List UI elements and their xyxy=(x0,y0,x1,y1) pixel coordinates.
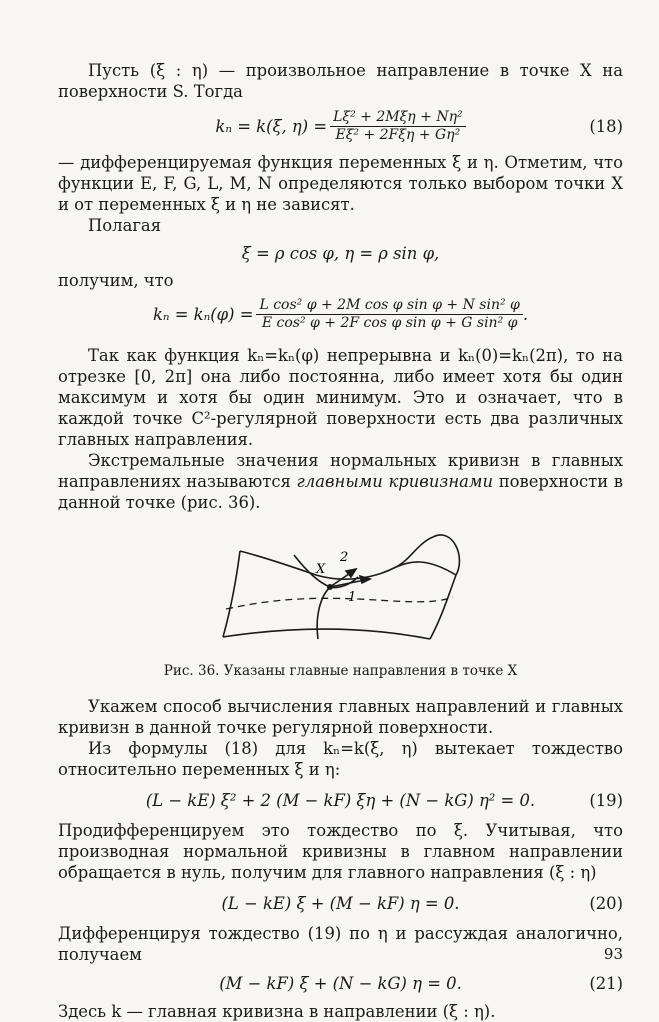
label-direction-2: 2 xyxy=(340,550,349,565)
equation-kn-phi-period: . xyxy=(522,304,529,324)
equation-kn-phi xyxy=(58,291,623,337)
equation-20-body: (L − kE) ξ + (M − kF) η = 0. xyxy=(221,893,460,913)
surface-diagram xyxy=(58,527,623,657)
label-direction-1: 1 xyxy=(348,590,357,605)
surface-right-fold xyxy=(396,562,456,575)
surface-top-edge xyxy=(240,537,433,579)
paragraph-differentiable: — дифференцируемая функция переменных ξ и η. Отметим, что функции E, F, G, L, M, N определяются только выбором точки X и от переменных ξ и η не зависят. xyxy=(58,153,623,214)
paragraph-method: Укажем способ вычисления главных направлений и главных кривизн в данной точке регулярной поверхности. xyxy=(58,697,623,737)
principal-curvatures-text-b: поверхности в данной точке (рис. 36). xyxy=(58,472,623,512)
equation-kn-phi-fraction xyxy=(256,297,522,332)
equation-21-body: (M − kF) ξ + (N − kG) η = 0. xyxy=(219,973,462,993)
paragraph-principal-curvatures xyxy=(58,450,623,513)
principal-curvatures-term: главными кривизнами xyxy=(296,472,494,491)
label-x: X xyxy=(316,562,326,577)
equation-18-numerator: Lξ² + 2Mξη + Nη² xyxy=(330,109,465,127)
equation-18 xyxy=(58,104,623,148)
equation-18-fraction xyxy=(330,109,465,144)
equation-kn-phi-denominator: E cos² φ + 2F cos φ sin φ + G sin² φ xyxy=(261,314,518,331)
equation-18-number: (18) xyxy=(589,116,623,136)
figure-36 xyxy=(58,527,623,657)
equation-substitution: ξ = ρ cos φ, η = ρ sin φ, xyxy=(241,243,440,263)
surface-right-edge xyxy=(430,535,459,639)
curve-lower-through-x xyxy=(317,587,330,639)
page-body xyxy=(58,60,623,1022)
equation-19-number: (19) xyxy=(589,790,623,810)
equation-kn-phi-lhs: kₙ = kₙ(φ) = xyxy=(152,304,254,324)
paragraph-from-formula: Из формулы (18) для kₙ=k(ξ, η) вытекает тождество относительно переменных ξ и η: xyxy=(58,739,623,779)
paragraph-obtain: получим, что xyxy=(58,271,174,290)
figure-caption: Рис. 36. Указаны главные направления в точке X xyxy=(163,663,518,679)
equation-20-number: (20) xyxy=(589,893,623,913)
equation-21 xyxy=(58,965,623,1001)
equation-19-body: (L − kE) ξ² + 2 (M − kF) ξη + (N − kG) η² = 0. xyxy=(145,790,536,810)
point-x-marker xyxy=(328,585,332,589)
equation-20 xyxy=(58,883,623,923)
equation-19 xyxy=(58,780,623,820)
paragraph-conclusion: Здесь k — главная кривизна в направлении (ξ : η). xyxy=(58,1002,496,1021)
equation-18-denominator: Eξ² + 2Fξη + Gη² xyxy=(335,126,461,143)
principal-curvatures-text-a: Экстремальные значения нормальных кривизн в главных направлениях называются xyxy=(58,451,623,491)
surface-left-edge xyxy=(223,551,240,637)
paragraph-intro: Пусть (ξ : η) — произвольное направление в точке X на поверхности S. Тогда xyxy=(58,61,623,101)
curve-section-dashed xyxy=(226,597,453,609)
equation-kn-phi-numerator: L cos² φ + 2M cos φ sin φ + N sin² φ xyxy=(256,297,522,315)
paragraph-differentiate-eta: Дифференцируя тождество (19) по η и рассуждая аналогично, получаем xyxy=(58,924,623,964)
equation-21-number: (21) xyxy=(589,973,623,993)
page-number: 93 xyxy=(603,945,623,963)
surface-bottom-edge xyxy=(223,629,430,639)
paragraph-continuity: Так как функция kₙ=kₙ(φ) непрерывна и kₙ(0)=kₙ(2π), то на отрезке [0, 2π] она либо постоянна, либо имеет хотя бы один максимум и хотя бы один минимум. Это и означает, что в каждой точке C²-регулярной поверхности есть два различных главных направления. xyxy=(58,346,623,449)
paragraph-setting: Полагая xyxy=(88,216,162,235)
paragraph-differentiate-xi: Продифференцируем это тождество по ξ. Учитывая, что производная нормальной кривизны в главном направлении обращается в нуль, получим для главного направления (ξ : η) xyxy=(58,821,623,882)
equation-18-lhs: kₙ = k(ξ, η) = xyxy=(215,116,328,136)
